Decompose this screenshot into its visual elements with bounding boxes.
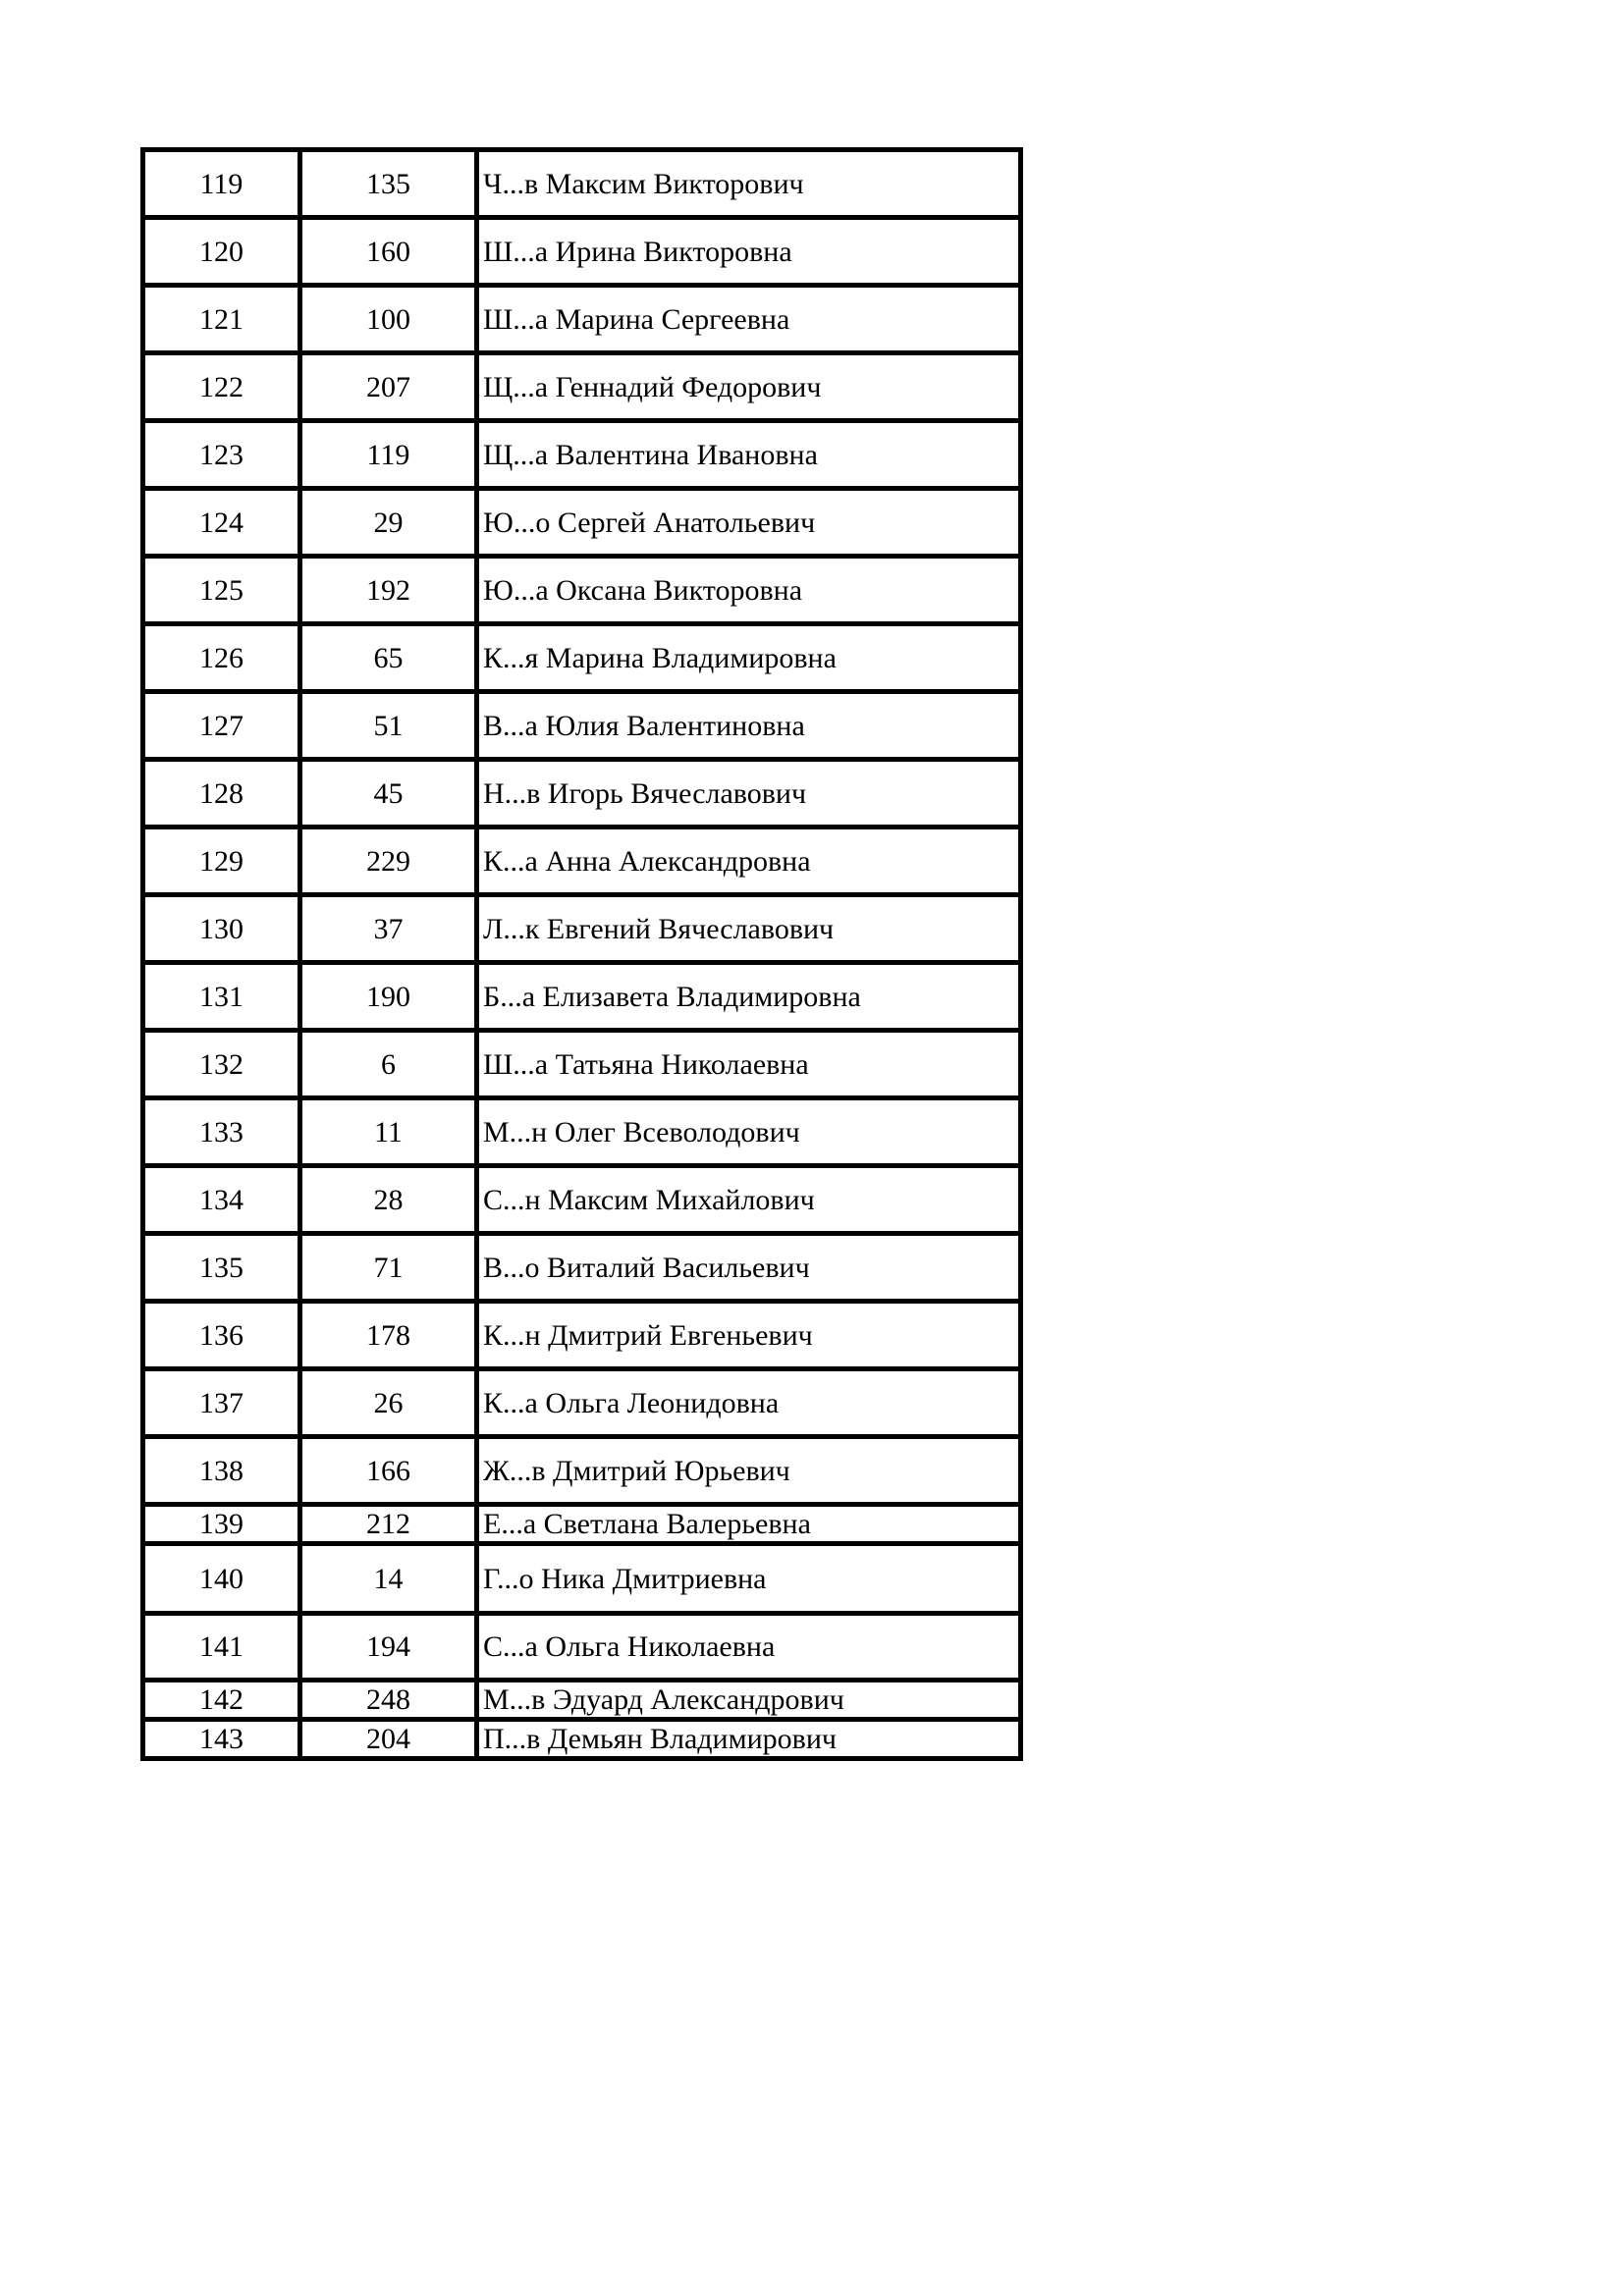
row-name-cell: Ш...а Татьяна Николаевна (477, 1031, 1021, 1098)
row-index-cell: 122 (143, 353, 300, 421)
row-name-cell: Л...к Евгений Вячеславович (477, 895, 1021, 963)
row-index-cell: 140 (143, 1544, 300, 1614)
row-index-cell: 126 (143, 624, 300, 692)
row-number-cell: 51 (300, 692, 477, 760)
row-index-cell: 134 (143, 1166, 300, 1234)
table-row (143, 489, 1021, 557)
row-index-cell: 128 (143, 760, 300, 828)
row-number-cell: 229 (300, 828, 477, 895)
row-index-cell: 124 (143, 489, 300, 557)
table-row (143, 692, 1021, 760)
row-number-cell: 178 (300, 1302, 477, 1369)
row-index-cell: 141 (143, 1614, 300, 1681)
table-row (143, 1505, 1021, 1544)
table-row (143, 286, 1021, 353)
row-number-cell: 100 (300, 286, 477, 353)
row-number-cell: 45 (300, 760, 477, 828)
row-number-cell: 192 (300, 557, 477, 624)
row-index-cell: 125 (143, 557, 300, 624)
row-number-cell: 6 (300, 1031, 477, 1098)
row-index-cell: 143 (143, 1720, 300, 1759)
table-row (143, 1302, 1021, 1369)
row-number-cell: 190 (300, 963, 477, 1031)
roster-table (140, 147, 1023, 1761)
row-number-cell: 212 (300, 1505, 477, 1544)
row-index-cell: 123 (143, 421, 300, 489)
table-row (143, 1234, 1021, 1302)
row-name-cell: Ш...а Ирина Викторовна (477, 218, 1021, 286)
row-index-cell: 133 (143, 1098, 300, 1166)
row-number-cell: 37 (300, 895, 477, 963)
row-index-cell: 127 (143, 692, 300, 760)
row-name-cell: Б...а Елизавета Владимировна (477, 963, 1021, 1031)
row-name-cell: М...в Эдуард Александрович (477, 1681, 1021, 1720)
row-name-cell: М...н Олег Всеволодович (477, 1098, 1021, 1166)
row-name-cell: В...о Виталий Васильевич (477, 1234, 1021, 1302)
row-name-cell: Щ...а Валентина Ивановна (477, 421, 1021, 489)
row-number-cell: 135 (300, 150, 477, 218)
row-name-cell: С...а Ольга Николаевна (477, 1614, 1021, 1681)
table-row (143, 963, 1021, 1031)
table-row (143, 353, 1021, 421)
row-name-cell: Ю...а Оксана Викторовна (477, 557, 1021, 624)
table-row (143, 1098, 1021, 1166)
row-number-cell: 28 (300, 1166, 477, 1234)
row-index-cell: 120 (143, 218, 300, 286)
row-index-cell: 137 (143, 1369, 300, 1437)
row-number-cell: 248 (300, 1681, 477, 1720)
table-row (143, 1544, 1021, 1614)
row-name-cell: Н...в Игорь Вячеславович (477, 760, 1021, 828)
row-name-cell: Ч...в Максим Викторович (477, 150, 1021, 218)
row-index-cell: 121 (143, 286, 300, 353)
row-index-cell: 135 (143, 1234, 300, 1302)
row-number-cell: 11 (300, 1098, 477, 1166)
row-name-cell: Г...о Ника Дмитриевна (477, 1544, 1021, 1614)
row-index-cell: 130 (143, 895, 300, 963)
row-number-cell: 166 (300, 1437, 477, 1505)
row-index-cell: 129 (143, 828, 300, 895)
table-row (143, 760, 1021, 828)
row-name-cell: Щ...а Геннадий Федорович (477, 353, 1021, 421)
row-number-cell: 29 (300, 489, 477, 557)
table-row (143, 1720, 1021, 1759)
row-number-cell: 26 (300, 1369, 477, 1437)
table-row (143, 1614, 1021, 1681)
table-row (143, 150, 1021, 218)
table-row (143, 895, 1021, 963)
row-name-cell: Е...а Светлана Валерьевна (477, 1505, 1021, 1544)
row-name-cell: К...а Анна Александровна (477, 828, 1021, 895)
roster-table-body (143, 150, 1021, 1759)
row-name-cell: Ш...а Марина Сергеевна (477, 286, 1021, 353)
row-number-cell: 204 (300, 1720, 477, 1759)
row-number-cell: 194 (300, 1614, 477, 1681)
row-name-cell: Ж...в Дмитрий Юрьевич (477, 1437, 1021, 1505)
table-row (143, 1166, 1021, 1234)
row-name-cell: С...н Максим Михайлович (477, 1166, 1021, 1234)
row-name-cell: В...а Юлия Валентиновна (477, 692, 1021, 760)
row-index-cell: 119 (143, 150, 300, 218)
row-name-cell: К...а Ольга Леонидовна (477, 1369, 1021, 1437)
row-number-cell: 65 (300, 624, 477, 692)
row-number-cell: 71 (300, 1234, 477, 1302)
row-number-cell: 160 (300, 218, 477, 286)
table-row (143, 421, 1021, 489)
table-row (143, 828, 1021, 895)
table-row (143, 218, 1021, 286)
table-row (143, 624, 1021, 692)
row-number-cell: 14 (300, 1544, 477, 1614)
table-row (143, 1437, 1021, 1505)
table-row (143, 1369, 1021, 1437)
row-number-cell: 207 (300, 353, 477, 421)
row-name-cell: К...н Дмитрий Евгеньевич (477, 1302, 1021, 1369)
row-index-cell: 131 (143, 963, 300, 1031)
table-row (143, 557, 1021, 624)
row-name-cell: П...в Демьян Владимирович (477, 1720, 1021, 1759)
row-index-cell: 139 (143, 1505, 300, 1544)
row-index-cell: 132 (143, 1031, 300, 1098)
row-index-cell: 138 (143, 1437, 300, 1505)
row-number-cell: 119 (300, 421, 477, 489)
row-name-cell: Ю...о Сергей Анатольевич (477, 489, 1021, 557)
table-row (143, 1681, 1021, 1720)
row-index-cell: 142 (143, 1681, 300, 1720)
row-name-cell: К...я Марина Владимировна (477, 624, 1021, 692)
table-row (143, 1031, 1021, 1098)
row-index-cell: 136 (143, 1302, 300, 1369)
